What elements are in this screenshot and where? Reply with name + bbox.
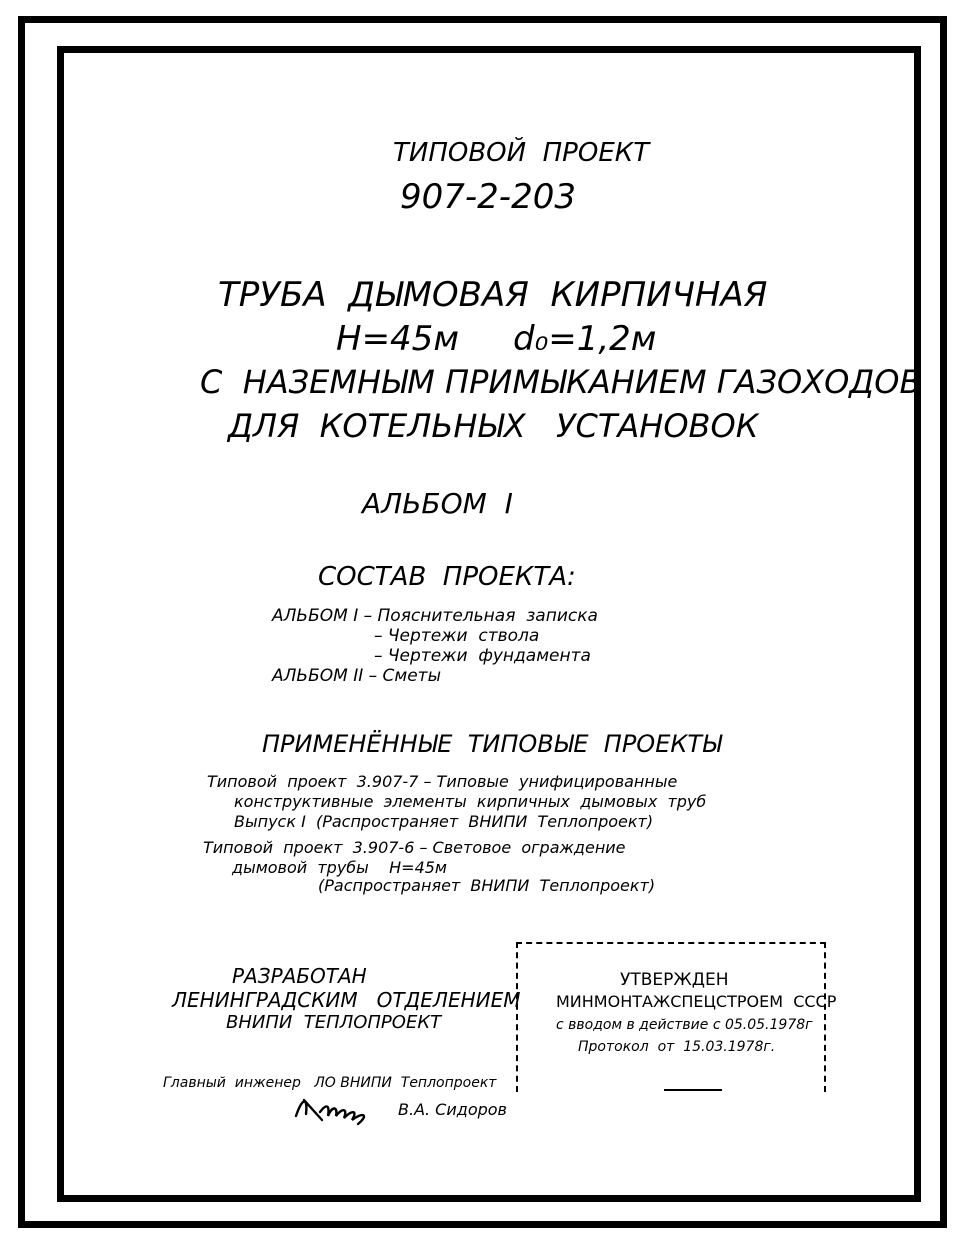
composition-item: – Чертежи ствола	[374, 626, 540, 646]
title-line-3: С НАЗЕМНЫМ ПРИМЫКАНИЕМ ГАЗОХОДОВ	[200, 363, 922, 401]
composition-heading: СОСТАВ ПРОЕКТА:	[318, 562, 576, 592]
developed-line: ЛЕНИНГРАДСКИМ ОТДЕЛЕНИЕМ	[172, 988, 521, 1012]
project-number: 907-2-203	[400, 177, 576, 217]
developed-line: ВНИПИ ТЕПЛОПРОЕКТ	[226, 1012, 442, 1033]
applied-line: конструктивные элементы кирпичных дымовых труб	[234, 792, 707, 811]
stamp-underline	[664, 1089, 722, 1091]
approved-line: МИНМОНТАЖСПЕЦСТРОЕМ СССР	[556, 992, 837, 1011]
applied-line: (Распространяет ВНИПИ Теплопроект)	[318, 876, 656, 895]
signatory-name: В.А. Сидоров	[398, 1100, 507, 1119]
project-type-label: ТИПОВОЙ ПРОЕКТ	[393, 138, 650, 168]
composition-item: АЛЬБОМ I – Пояснительная записка	[272, 606, 598, 626]
title-line-1: ТРУБА ДЫМОВАЯ КИРПИЧНАЯ	[218, 275, 768, 315]
approved-line: УТВЕРЖДЕН	[620, 970, 729, 990]
composition-item: АЛЬБОМ II – Сметы	[272, 666, 442, 686]
chief-engineer-line: Главный инженер ЛО ВНИПИ Теплопроект	[163, 1075, 497, 1091]
album-label: АЛЬБОМ I	[362, 487, 513, 520]
title-line-4: ДЛЯ КОТЕЛЬНЫХ УСТАНОВОК	[228, 407, 759, 445]
developed-line: РАЗРАБОТАН	[232, 964, 367, 988]
title-line-2: Н=45м d₀=1,2м	[336, 319, 657, 359]
composition-item: – Чертежи фундамента	[374, 646, 591, 666]
signature-scribble	[292, 1092, 382, 1126]
applied-line: Выпуск I (Распространяет ВНИПИ Теплопроект)	[234, 812, 654, 831]
approved-line: Протокол от 15.03.1978г.	[578, 1039, 776, 1055]
approved-line: с вводом в действие с 05.05.1978г	[556, 1017, 813, 1033]
applied-line: Типовой проект 3.907-7 – Типовые унифицированные	[207, 772, 678, 791]
applied-heading: ПРИМЕНЁННЫЕ ТИПОВЫЕ ПРОЕКТЫ	[262, 730, 722, 758]
applied-line: дымовой трубы Н=45м	[232, 858, 447, 877]
applied-line: Типовой проект 3.907-6 – Световое ограждение	[203, 838, 626, 857]
